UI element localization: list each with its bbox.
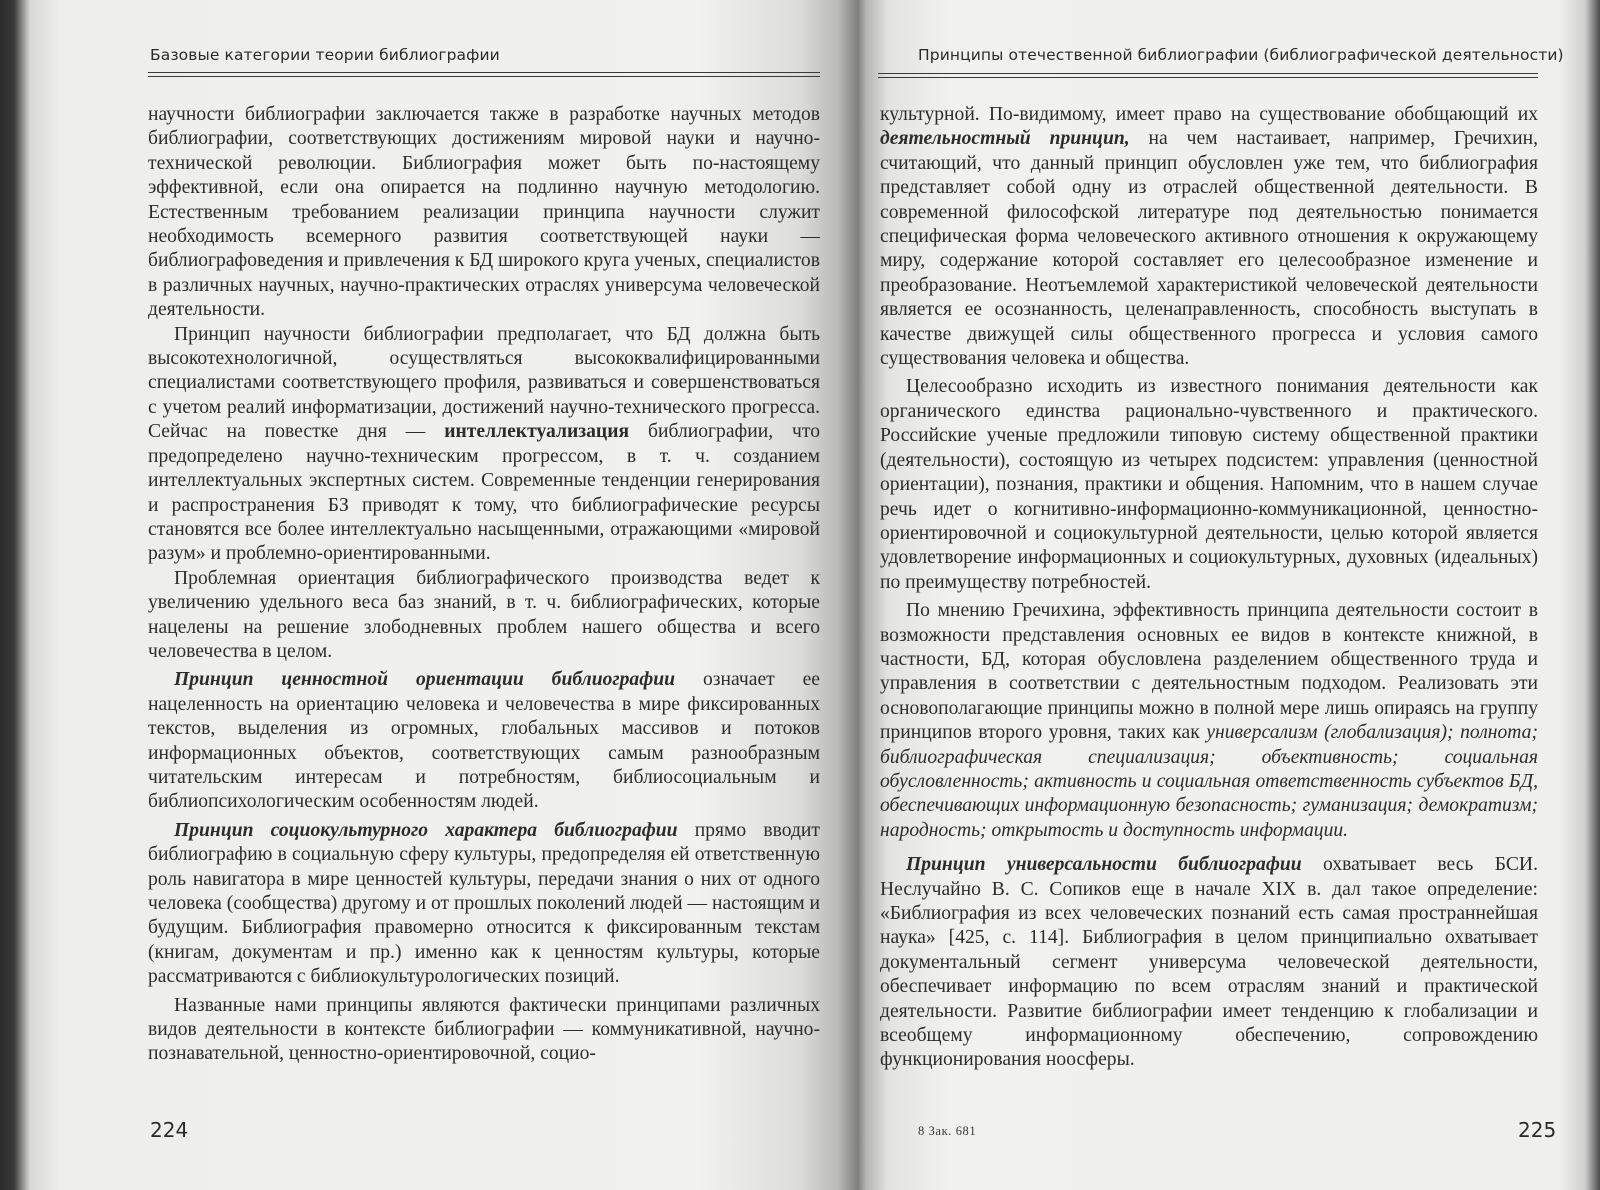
paragraph-grechikhin-opinion: [880, 599, 1538, 843]
header-rule-right: [878, 73, 1538, 74]
term-activity-principle: деятельностный принцип,: [880, 128, 1130, 150]
paragraph-activity-principle: [880, 103, 1538, 371]
paragraph-text: культурной. По-видимому, имеет право на существование обобщающий их: [880, 104, 1538, 125]
second-level-principles: универсализм (глобализация); полнота; библиографическая специализация; объективность; социальная обусловленность; активность и социальная ответственность субъектов БД, обеспечивающих информационную безопасность; гуманизация; демократизм; народность; открытость и доступность информации.: [880, 722, 1538, 841]
principle-heading-value-orientation: Принцип ценностной ориентации библиографии: [174, 669, 676, 691]
paragraph-text: означает ее нацеленность на ориентацию человека и человечества в мире фиксированных текстов, выделения из огромных, глобальных массивов и потоков информационных объектов, соответствующих самым разнообразным читательским интересам и потребностям, библиосоциальным и библиопсихологическим особенностям людей.: [148, 669, 821, 813]
paragraph-text: прямо вводит библиографию в социальную сферу культуры, предопределяя ей ответственную роль навигатора в мире ценностей культуры, передачи знания о них от одного человека (сообщества) другому и от прошлых поколений людей — настоящим и будущим. Библиография правомерно относится к фиксированным текстам (книгам, документам и пр.) именно как к ценностям культуры, которые рассматриваются с библиокультурологических позиций.: [148, 819, 820, 988]
paragraph-text: на чем настаивает, например, Гречихин, считающий, что данный принцип обусловлен уже тем, что библиография представляет собой одну из отраслей общественной деятельности. В современной философской литературе под деятельностью понимается специфическая форма человеческого активного отношения к окружающему миру, содержание которой составляет его целесообразное изменение и преобразование. Неотъемлемой характеристикой человеческой деятельности является ее осознанность, целенаправленность, способность выступать в качестве движущей силы общественного прогресса и условия самого существования человека и общества.: [880, 128, 1538, 370]
running-head-right: Принципы отечественной библиографии (библиографической деятельности): [918, 46, 1564, 64]
paragraph-text: По мнению Гречихина, эффективность принципа деятельности состоит в возможности представления основных ее видов в контексте книжной, в частности, БД, которая обусловлена разделением общественного труда и управления в соответствии с деятельностным подходом. Реализовать эти основополагающие принципы можно в полной мере лишь опираясь на группу принципов второго уровня, таких как: [880, 600, 1538, 744]
header-rule-left: [148, 72, 820, 73]
header-rule-right-thin: [878, 77, 1538, 78]
running-head-left: Базовые категории теории библиографии: [150, 46, 500, 64]
left-page-body: [148, 103, 820, 1067]
paragraph-text: охватывает весь БСИ. Неслучайно В. С. Сопиков еще в начале XIX в. дал такое определение: «Библиография из всех человеческих познаний есть самая пространнейшая наука» [425, с. 114]. Библиография в целом принципиально охватывает документальный сегмент универсума человеческой деятельности, обеспечивает информацию по всем отраслям знаний и практической деятельности. Развитие библиографии имеет тенденцию к глобализации и всеобщему информационному обеспечению, сопровождению функционирования ноосферы.: [880, 854, 1538, 1071]
paragraph-organic-unity: Целесообразно исходить из известного понимания деятельности как органического единства рационально-чувственного и практического. Российские ученые предложили типовую систему общественной практики (деятельности), состоящую из четырех подсистем: управления (ценностной ориентации), познания, практики и общения. Напомним, что в нашем случае речь идет о когнитивно-информационно-коммуникационной, ценностно-ориентировочной и социокультурной деятельности, целью которой является удовлетворение информационных и социокультурных, духовных (идеальных) по преимуществу потребностей.: [880, 376, 1538, 593]
paragraph-text: библиографии, что предопределено научно-техническим прогрессом, в т. ч. созданием интеллектуальных экспертных систем. Современные тенденции генерирования и распространения БЗ приводят к тому, что библиографические ресурсы становятся все более интеллектуально насыщенными, отражающими «мировой разум» и проблемно-ориентированными.: [148, 421, 820, 565]
paragraph-problem-orientation: Проблемная ориентация библиографического производства ведет к увеличению удельного веса баз знаний, в т. ч. библиографических, которые нацелены на решение злободневных проблем нашего общества и всего человечества в целом.: [148, 567, 820, 662]
paragraph-universality: [880, 853, 1538, 1073]
principle-heading-sociocultural: Принцип социокультурного характера библиографии: [174, 819, 678, 841]
term-intellectualization: интеллектуализация: [444, 421, 630, 443]
paragraph-value-orientation: [148, 668, 820, 814]
page-number-left: 224: [150, 1118, 189, 1142]
printer-signature-mark: 8 Зак. 681: [918, 1124, 977, 1138]
paragraph-activity-types: Названные нами принципы являются фактически принципами различных видов деятельности в контексте библиографии — коммуникативной, научно-познавательной, ценностно-ориентировочной, социо-: [148, 994, 820, 1065]
page-number-right: 225: [1518, 1118, 1557, 1142]
right-page-body: [880, 103, 1538, 1073]
right-page: [868, 0, 1600, 1190]
paragraph-high-technology: [148, 323, 820, 567]
header-rule-left-thin: [148, 76, 820, 77]
principle-heading-universality: Принцип универсальности библиографии: [906, 854, 1302, 876]
paragraph-text: Принцип научности библиографии предполагает, что БД должна быть высокотехнологичной, осуществляться высококвалифицированными специалистами соответствующего профиля, развиваться и совершенствоваться с учетом реалий информатизации, достижений научно-технического прогресса. Сейчас на повестке дня —: [148, 323, 820, 443]
paragraph-sociocultural: [148, 819, 820, 990]
paragraph-scientific-method: научности библиографии заключается также в разработке научных методов библиографии, соответствующих достижениям мировой науки и научно-технической революции. Библиография может быть по-настоящему эффективной, если она опирается на подлинно научную методологию. Естественным требованием реализации принципа научности служит необходимость всемерного развития соответствующей науки — библиографоведения и привлечения к БД широкого круга ученых, специалистов в различных научных, научно-практических отраслях универсума человеческой деятельности.: [148, 104, 820, 321]
